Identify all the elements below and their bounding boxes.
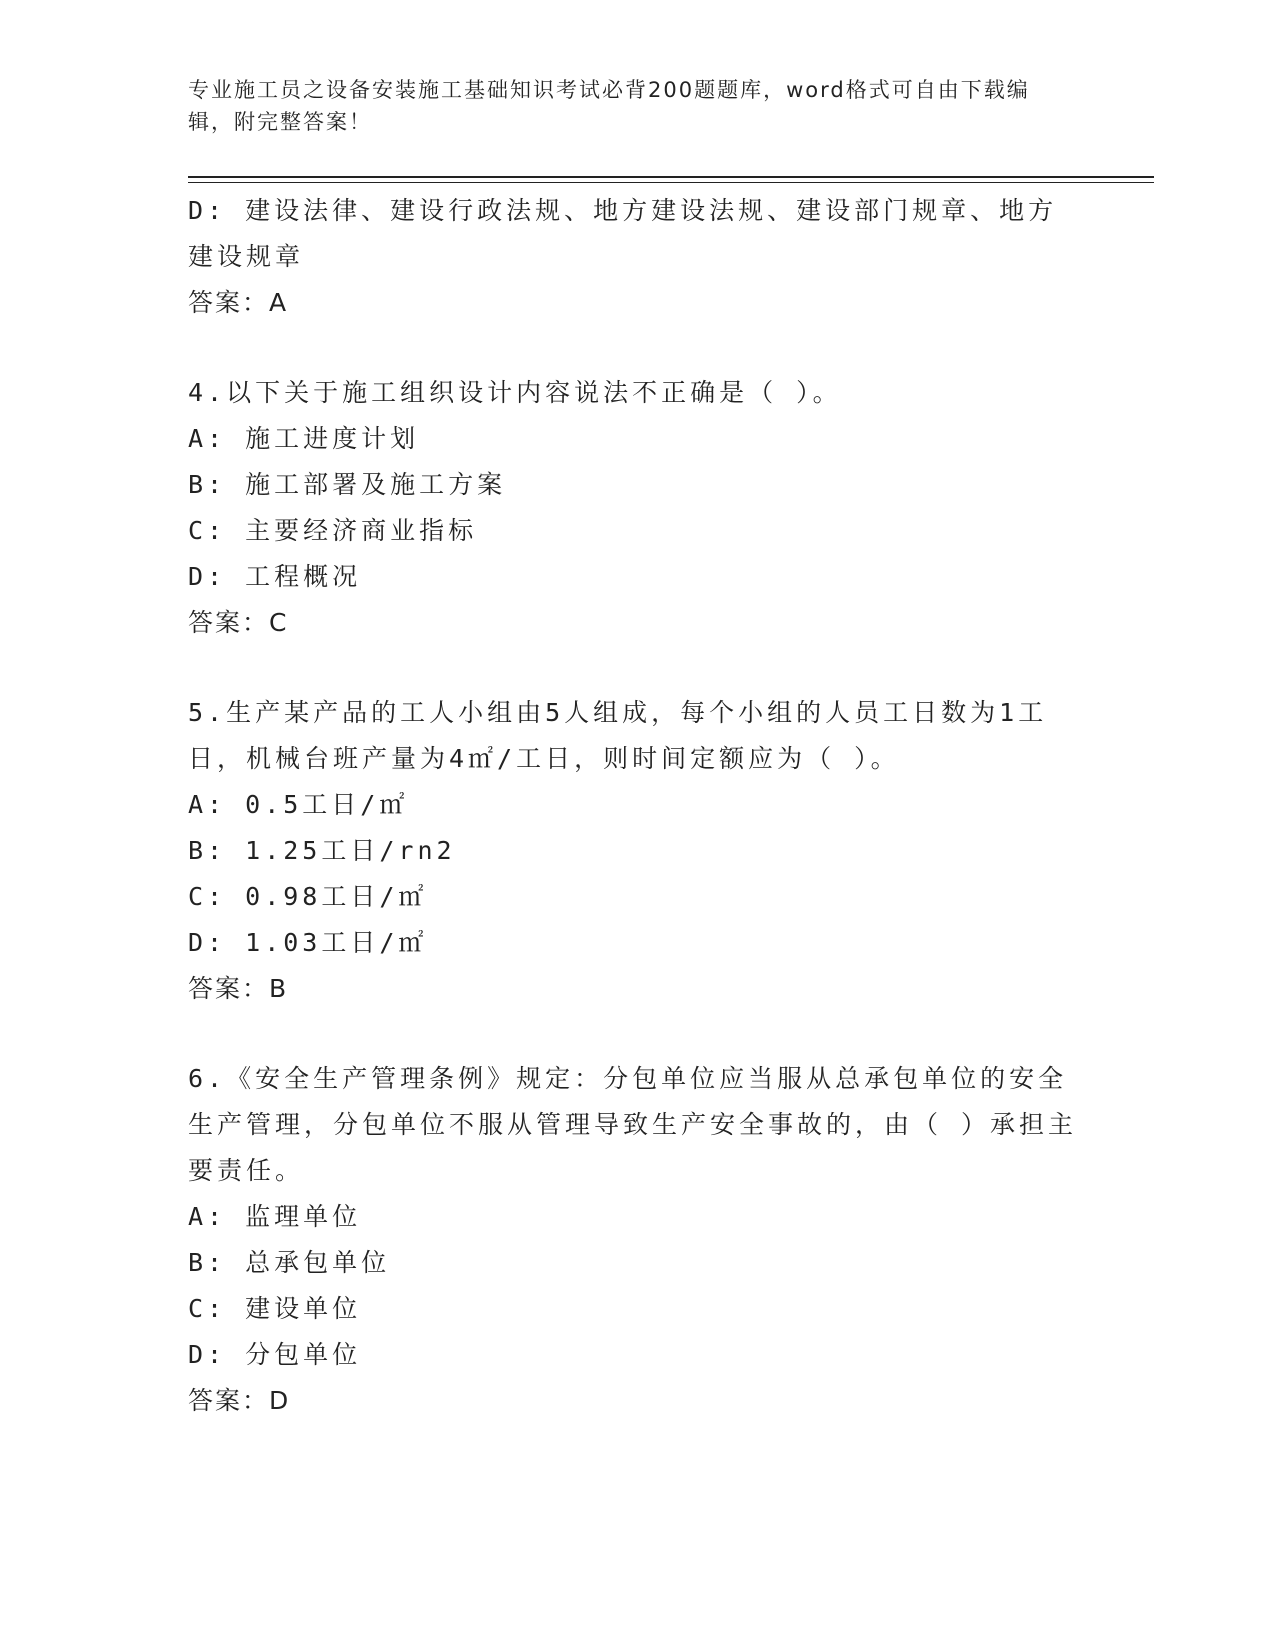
option-c: C: 主要经济商业指标	[188, 516, 478, 545]
option-a: A: 监理单位	[188, 1202, 362, 1231]
question-list	[188, 188, 1078, 1468]
question-stem: 6.《安全生产管理条例》规定：分包单位应当服从总承包单位的安全生产管理，分包单位不服从管理导致生产安全事故的，由（ ）承担主要责任。	[188, 1064, 1078, 1185]
answer-label: 答案：C	[188, 608, 289, 637]
option-c: C: 0.98工日/㎡	[188, 882, 428, 911]
option-c: C: 建设单位	[188, 1294, 362, 1323]
question-block-4	[188, 370, 1078, 646]
question-stem: 4.以下关于施工组织设计内容说法不正确是（ ）。	[188, 378, 842, 407]
header-rule-thick	[188, 176, 1154, 178]
answer-label: 答案：B	[188, 974, 289, 1003]
option-d: D: 1.03工日/㎡	[188, 928, 428, 957]
question-stem: 5.生产某产品的工人小组由5人组成，每个小组的人员工日数为1工日，机械台班产量为4㎡/工日，则时间定额应为（ ）。	[188, 698, 1048, 773]
option-b: B: 总承包单位	[188, 1248, 391, 1277]
question-block-5	[188, 690, 1078, 1012]
option-b: B: 施工部署及施工方案	[188, 470, 507, 499]
answer-label: 答案：D	[188, 1386, 291, 1415]
question-block-3	[188, 188, 1078, 326]
answer-label: 答案：A	[188, 288, 289, 317]
option-d: D: 分包单位	[188, 1340, 362, 1369]
document-header: 专业施工员之设备安装施工基础知识考试必背200题题库，word格式可自由下载编辑，附完整答案！	[188, 78, 1030, 134]
option-a: A: 0.5工日/㎡	[188, 790, 409, 819]
header-rule-thin	[188, 182, 1154, 183]
option-d: D: 建设法律、建设行政法规、地方建设法规、建设部门规章、地方建设规章	[188, 196, 1058, 271]
option-d: D: 工程概况	[188, 562, 362, 591]
option-b: B: 1.25工日/rn2	[188, 836, 456, 865]
question-block-6	[188, 1056, 1078, 1424]
option-a: A: 施工进度计划	[188, 424, 420, 453]
